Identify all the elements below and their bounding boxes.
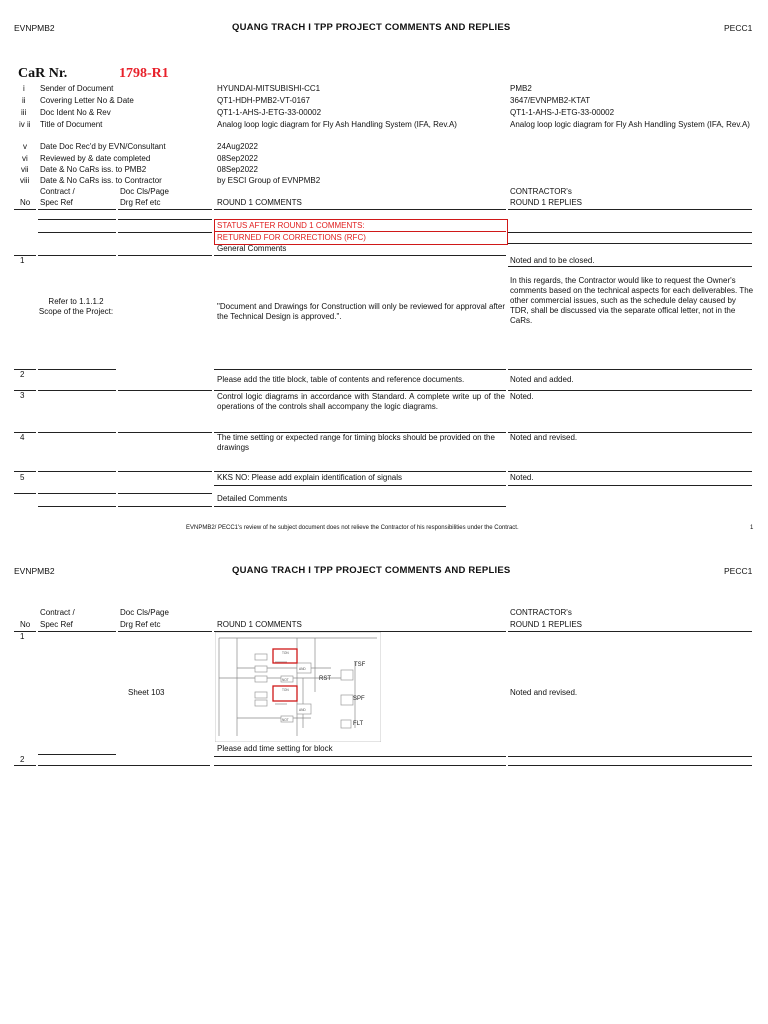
status-line-1: STATUS AFTER ROUND 1 COMMENTS: xyxy=(217,221,365,230)
info-label: Date & No CaRs iss. to PMB2 xyxy=(40,165,147,174)
row-1-comment: Please add time setting for block xyxy=(217,744,333,753)
col-doc: Doc Cls/Page xyxy=(120,608,169,617)
col-replies: CONTRACTOR's xyxy=(510,608,572,617)
info-value: by ESCI Group of EVNPMB2 xyxy=(217,176,321,185)
input-block xyxy=(255,692,267,698)
info-num: vi xyxy=(22,154,28,163)
info-value: 08Sep2022 xyxy=(217,154,258,163)
row-4-comment: The time setting or expected range for timing blocks should be provided on the drawings xyxy=(217,433,495,452)
and-label-1: AND xyxy=(299,667,306,671)
disclaimer: EVNPMB2/ PECC1's review of he subject document does not relieve the Contractor of his responsibilities under the Contract. xyxy=(186,525,519,531)
col-no: No xyxy=(20,198,31,207)
info-num: i xyxy=(23,84,25,93)
logic-diagram xyxy=(215,632,381,742)
col-replies: CONTRACTOR's xyxy=(510,187,572,196)
input-block xyxy=(255,676,267,682)
latch-block xyxy=(341,720,351,728)
info-value: Analog loop logic diagram for Fly Ash Handling System (IFA, Rev.A) xyxy=(217,120,457,129)
header-title: QUANG TRACH I TPP PROJECT COMMENTS AND REPLIES xyxy=(232,565,511,576)
info-reply: QT1-1-AHS-J-ETG-33-00002 xyxy=(510,108,615,117)
info-value: 24Aug2022 xyxy=(217,142,258,151)
info-label: Doc Ident No & Rev xyxy=(40,108,111,117)
info-value: QT1-HDH-PMB2-VT-0167 xyxy=(217,96,310,105)
info-label: Covering Letter No & Date xyxy=(40,96,134,105)
header-title: QUANG TRACH I TPP PROJECT COMMENTS AND REPLIES xyxy=(232,22,511,33)
info-label: Title of Document xyxy=(40,120,103,129)
info-value: 08Sep2022 xyxy=(217,165,258,174)
row-4-no: 4 xyxy=(20,433,25,442)
col-no: No xyxy=(20,620,31,629)
latch-block xyxy=(341,670,353,680)
col-doc: Doc Cls/Page xyxy=(120,187,169,196)
info-value: QT1-1-AHS-J-ETG-33-00002 xyxy=(217,108,322,117)
info-label: Date Doc Rec'd by EVN/Consultant xyxy=(40,142,166,151)
info-num: iii xyxy=(21,108,27,117)
info-num: ii xyxy=(22,96,26,105)
row-1-no: 1 xyxy=(20,256,25,265)
col-contract: Contract / xyxy=(40,187,75,196)
timer-label-2: TON xyxy=(282,688,289,692)
col-spec: Spec Ref xyxy=(40,620,73,629)
info-num: v xyxy=(23,142,27,151)
page-number: 1 xyxy=(750,525,754,531)
row-2-no: 2 xyxy=(20,370,25,379)
general-comments: General Comments xyxy=(217,244,287,253)
col-contract: Contract / xyxy=(40,608,75,617)
row-3-reply: Noted. xyxy=(510,392,534,401)
header-left: EVNPMB2 xyxy=(14,566,55,576)
info-reply: 3647/EVNPMB2-KTAT xyxy=(510,96,591,105)
col-drg: Drg Ref etc xyxy=(120,620,161,629)
row-5-reply: Noted. xyxy=(510,473,534,482)
flt-label: FLT xyxy=(353,721,364,727)
status-line-2: RETURNED FOR CORRECTIONS (RFC) xyxy=(217,233,366,242)
input-block xyxy=(255,666,267,672)
timer-label-1: TON xyxy=(282,651,289,655)
car-label: CaR Nr. xyxy=(18,66,68,81)
car-number: 1798-R1 xyxy=(119,66,169,81)
row-4-reply: Noted and revised. xyxy=(510,433,578,442)
info-num: iv ii xyxy=(19,120,31,129)
row-1-reply: Noted and revised. xyxy=(510,688,578,697)
tsf-label: TSF xyxy=(354,662,366,668)
row-1-reply-a: Noted and to be closed. xyxy=(510,256,595,265)
info-label: Sender of Document xyxy=(40,84,114,93)
row-1-reply-b: In this regards, the Contractor would like to request the Owner's comments based on the technical aspects for each deliverables. The other commercial issues, such as the schedule delay caused by TDR, shall be discussed via the separate offical letter, not in the CaRs. xyxy=(510,276,754,325)
col-round-replies: ROUND 1 REPLIES xyxy=(510,198,583,207)
col-round-replies: ROUND 1 REPLIES xyxy=(510,620,583,629)
input-block xyxy=(255,700,267,706)
header-left: EVNPMB2 xyxy=(14,23,55,33)
info-value: HYUNDAI-MITSUBISHI-CC1 xyxy=(217,84,321,93)
info-num: viii xyxy=(20,176,30,185)
info-label: Date & No CaRs iss. to Contractor xyxy=(40,176,162,185)
row-2-reply: Noted and added. xyxy=(510,375,574,384)
rst-label: RST xyxy=(319,676,331,682)
row-1-ref: Refer to 1.1.1.2 Scope of the Project: xyxy=(38,297,114,316)
row-3-comment: Control logic diagrams in accordance with Standard. A complete write up of the operations of the controls shall accompany the logic diagrams. xyxy=(217,392,505,411)
detailed-comments: Detailed Comments xyxy=(217,494,288,503)
row-1-comment: "Document and Drawings for Construction will only be reviewed for approval after the Technical Design is approved.". xyxy=(217,302,505,321)
row-1-doc-ref: Sheet 103 xyxy=(128,688,165,697)
col-comments: ROUND 1 COMMENTS xyxy=(217,620,302,629)
info-num: vii xyxy=(21,165,29,174)
info-label: Reviewed by & date completed xyxy=(40,154,151,163)
info-reply: Analog loop logic diagram for Fly Ash Handling System (IFA, Rev.A) xyxy=(510,120,750,129)
col-drg: Drg Ref etc xyxy=(120,198,161,207)
spf-label: SPF xyxy=(353,696,365,702)
header-right: PECC1 xyxy=(724,566,753,576)
input-block xyxy=(255,654,267,660)
not-label-1: NOT xyxy=(282,678,289,682)
info-reply: PMB2 xyxy=(510,84,532,93)
col-comments: ROUND 1 COMMENTS xyxy=(217,198,302,207)
row-5-no: 5 xyxy=(20,473,25,482)
latch-block xyxy=(341,695,353,705)
row-5-comment: KKS NO: Please add explain identification of signals xyxy=(217,473,402,482)
row-2-no: 2 xyxy=(20,755,25,764)
row-1-no: 1 xyxy=(20,632,25,641)
and-label-2: AND xyxy=(299,708,306,712)
header-right: PECC1 xyxy=(724,23,753,33)
not-label-2: NOT xyxy=(282,718,289,722)
row-3-no: 3 xyxy=(20,391,25,400)
row-2-comment: Please add the title block, table of contents and reference documents. xyxy=(217,375,465,384)
col-spec: Spec Ref xyxy=(40,198,73,207)
